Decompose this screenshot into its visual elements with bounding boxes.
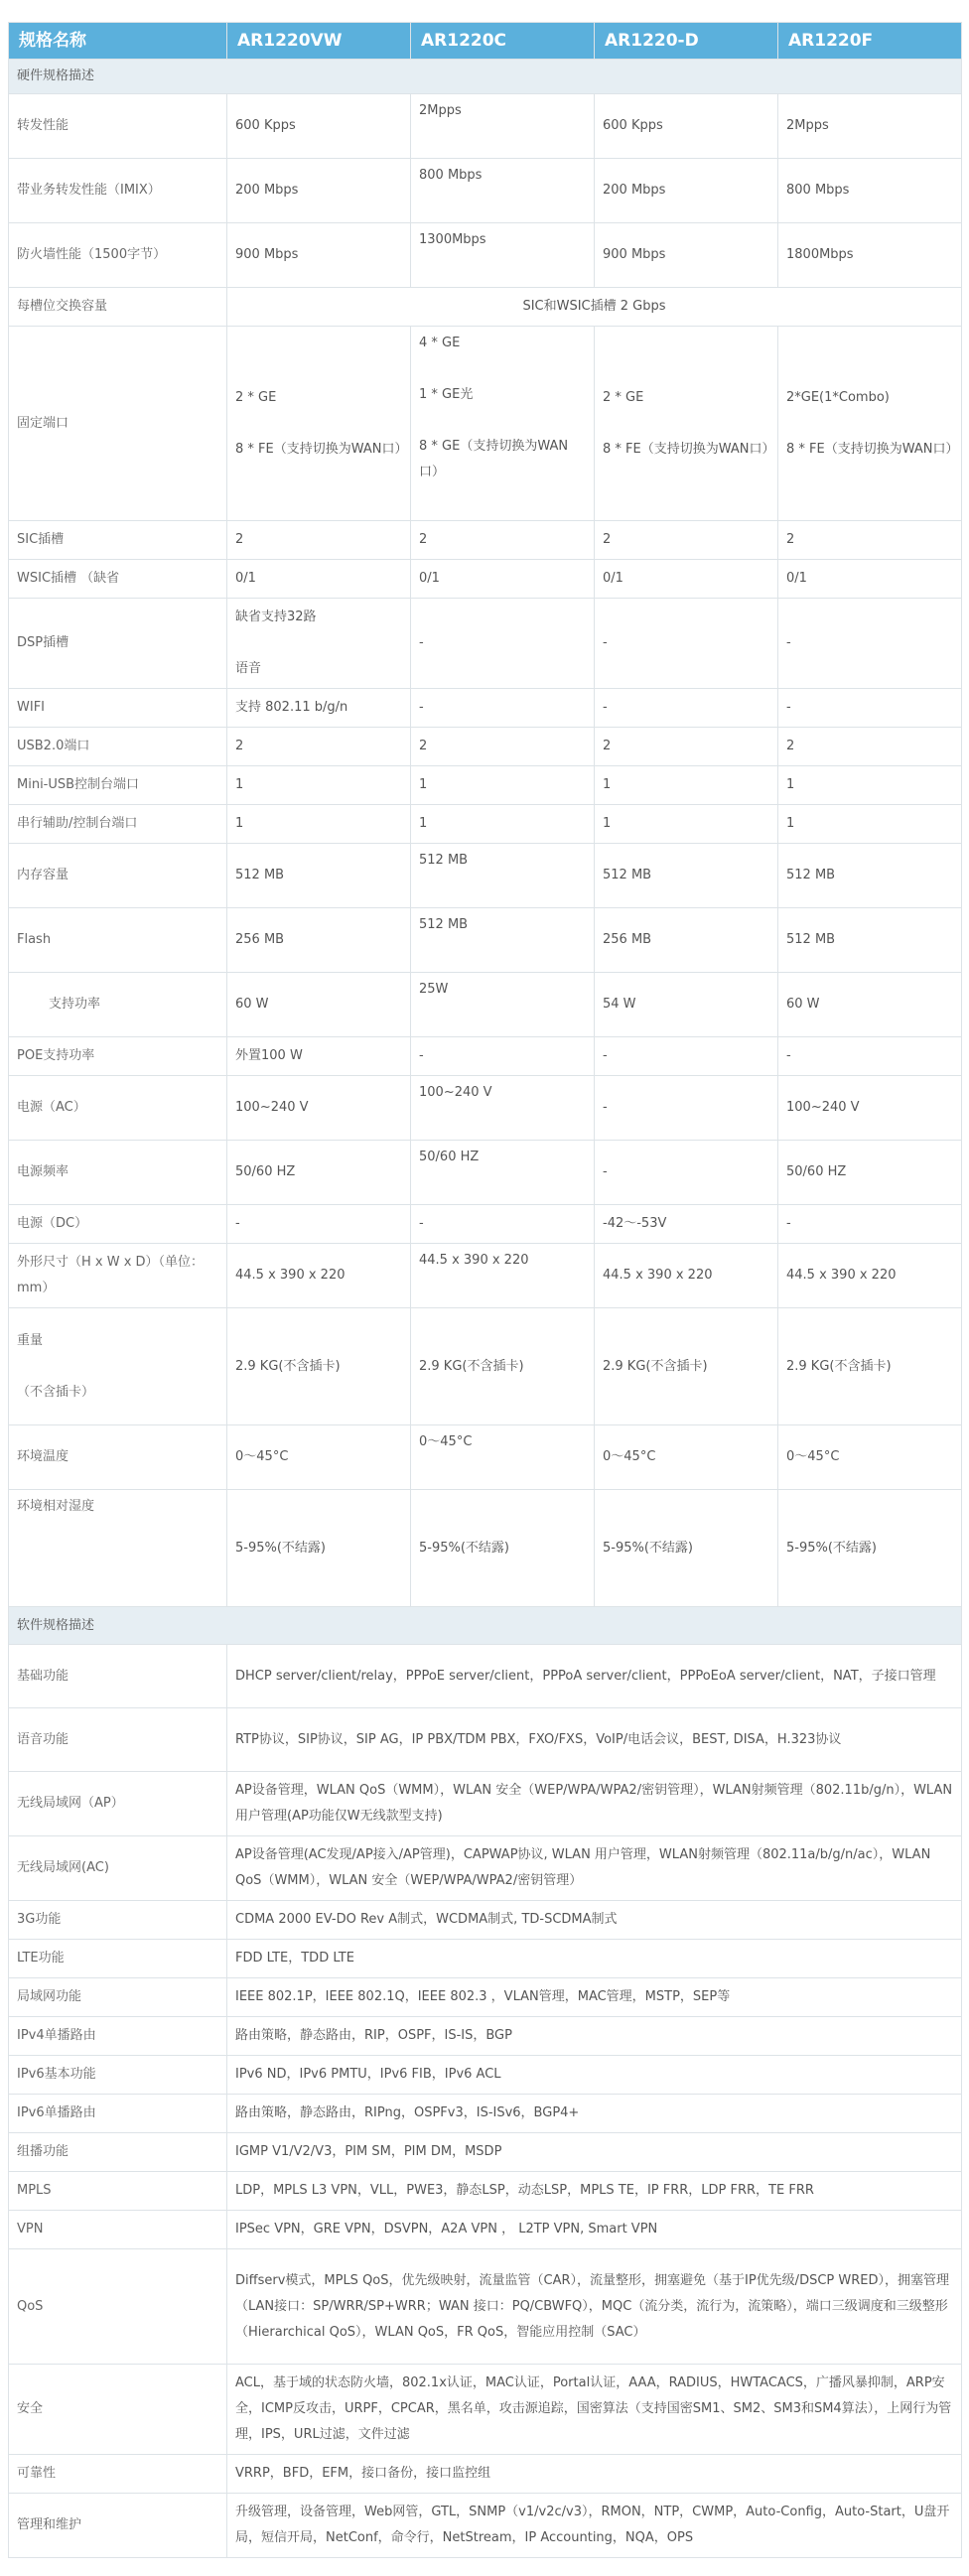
table-row <box>9 1901 962 1940</box>
cell-line: 8 * FE（支持切换为WAN口） <box>786 441 959 457</box>
cell: DHCP server/client/relay，PPPoE server/client，PPPoA server/client，PPPoEoA server/client，NAT，子接口管理 <box>227 1645 962 1708</box>
cell-line: 缺省支持32路 <box>235 610 317 624</box>
header-ar1220-d: AR1220-D <box>595 23 778 60</box>
cell: 2Mpps <box>778 94 962 159</box>
table-row <box>9 1037 962 1076</box>
cell: 2Mpps <box>411 94 595 159</box>
cell: 支持 802.11 b/g/n <box>227 689 411 728</box>
cell: 1 <box>411 805 595 844</box>
row-label: IPv6基本功能 <box>9 2056 227 2095</box>
cell-line: 8 * GE（支持切换为WAN口） <box>419 439 569 479</box>
row-label: 内存容量 <box>9 844 227 908</box>
cell: 5-95%(不结露) <box>227 1490 411 1607</box>
cell: 900 Mbps <box>595 223 778 288</box>
cell: 1 <box>227 805 411 844</box>
table-row <box>9 689 962 728</box>
row-label: IPv4单播路由 <box>9 2017 227 2056</box>
cell: 800 Mbps <box>778 159 962 223</box>
cell: 44.5 x 390 x 220 <box>227 1244 411 1308</box>
table-row <box>9 521 962 560</box>
table-row <box>9 805 962 844</box>
table-row <box>9 1645 962 1708</box>
row-label: QoS <box>9 2249 227 2365</box>
row-label: VPN <box>9 2211 227 2249</box>
cell: - <box>411 599 595 689</box>
cell: 2 <box>227 728 411 766</box>
row-label: Flash <box>9 908 227 973</box>
row-label: 电源频率 <box>9 1141 227 1205</box>
cell: 50/60 HZ <box>411 1141 595 1205</box>
table-row <box>9 599 962 689</box>
cell: - <box>778 1205 962 1244</box>
cell: - <box>411 689 595 728</box>
cell <box>595 327 778 521</box>
cell: 1800Mbps <box>778 223 962 288</box>
cell: 60 W <box>227 973 411 1037</box>
cell: 2.9 KG(不含插卡) <box>411 1308 595 1425</box>
cell: FDD LTE，TDD LTE <box>227 1940 962 1978</box>
cell: 50/60 HZ <box>778 1141 962 1205</box>
cell: 2 <box>778 728 962 766</box>
cell: 0/1 <box>411 560 595 599</box>
cell: - <box>595 1037 778 1076</box>
cell: 1 <box>411 766 595 805</box>
cell: 512 MB <box>227 844 411 908</box>
cell: 2 <box>595 728 778 766</box>
cell: Diffserv模式，MPLS QoS，优先级映射，流量监管（CAR），流量整形，拥塞避免（基于IP优先级/DSCP WRED），拥塞管理（LAN接口：SP/WRR/SP+WRR；WAN 接口：PQ/CBWFQ），MQC（流分类，流行为，流策略），端口三级调度和三级整形（Hierarchical QoS），WLAN QoS，FR QoS，智能应用控制（SAC） <box>227 2249 962 2365</box>
header-spec-name: 规格名称 <box>9 23 227 60</box>
cell: - <box>595 599 778 689</box>
table-row <box>9 728 962 766</box>
cell: 900 Mbps <box>227 223 411 288</box>
table-row <box>9 1425 962 1490</box>
table-row <box>9 2133 962 2172</box>
table-row <box>9 844 962 908</box>
row-label: 无线局域网（AP） <box>9 1772 227 1836</box>
table-row <box>9 766 962 805</box>
cell: 100~240 V <box>411 1076 595 1141</box>
cell: 1 <box>778 805 962 844</box>
row-label: 电源（AC） <box>9 1076 227 1141</box>
cell: 100~240 V <box>227 1076 411 1141</box>
cell: IEEE 802.1P，IEEE 802.1Q，IEEE 802.3 ，VLAN管理，MAC管理，MSTP，SEP等 <box>227 1978 962 2017</box>
cell: 1 <box>778 766 962 805</box>
cell <box>227 599 411 689</box>
cell: 256 MB <box>595 908 778 973</box>
cell: 2.9 KG(不含插卡) <box>227 1308 411 1425</box>
cell-line: 2*GE(1*Combo) <box>786 389 890 405</box>
cell: 路由策略，静态路由，RIPng，OSPFv3，IS-ISv6，BGP4+ <box>227 2095 962 2133</box>
table-row <box>9 1978 962 2017</box>
row-label: LTE功能 <box>9 1940 227 1978</box>
cell <box>411 327 595 521</box>
table-row <box>9 94 962 159</box>
cell-line: 8 * FE（支持切换为WAN口） <box>235 441 408 457</box>
cell: 5-95%(不结露) <box>778 1490 962 1607</box>
row-label: 环境温度 <box>9 1425 227 1490</box>
row-label: 组播功能 <box>9 2133 227 2172</box>
cell: ACL，基于域的状态防火墙，802.1x认证，MAC认证，Portal认证，AAA，RADIUS，HWTACACS，广播风暴抑制，ARP安全，ICMP反攻击，URPF，CPCAR，黑名单，攻击源追踪，国密算法（支持国密SM1、SM2、SM3和SM4算法），上网行为管理，IPS，URL过滤，文件过滤 <box>227 2365 962 2455</box>
table-row <box>9 2056 962 2095</box>
row-label: 可靠性 <box>9 2455 227 2494</box>
row-label: 语音功能 <box>9 1708 227 1772</box>
hw-section-title: 硬件规格描述 <box>9 60 962 94</box>
cell: 0/1 <box>595 560 778 599</box>
cell: -42～-53V <box>595 1205 778 1244</box>
table-row <box>9 288 962 327</box>
row-label: 防火墙性能（1500字节） <box>9 223 227 288</box>
row-label: 转发性能 <box>9 94 227 159</box>
cell: IGMP V1/V2/V3，PIM SM，PIM DM，MSDP <box>227 2133 962 2172</box>
cell: - <box>595 1076 778 1141</box>
row-label: 电源（DC） <box>9 1205 227 1244</box>
cell: 0～45°C <box>227 1425 411 1490</box>
cell: 2 <box>411 728 595 766</box>
cell: 2 <box>411 521 595 560</box>
cell: - <box>595 1141 778 1205</box>
table-row <box>9 2249 962 2365</box>
row-label: 管理和维护 <box>9 2494 227 2558</box>
cell: 2 <box>778 521 962 560</box>
cell: IPSec VPN，GRE VPN，DSVPN，A2A VPN ， L2TP VPN, Smart VPN <box>227 2211 962 2249</box>
table-row <box>9 2211 962 2249</box>
row-label: MPLS <box>9 2172 227 2211</box>
cell: 512 MB <box>595 844 778 908</box>
cell: 路由策略，静态路由，RIP，OSPF，IS-IS，BGP <box>227 2017 962 2056</box>
cell: 44.5 x 390 x 220 <box>595 1244 778 1308</box>
row-label: 支持功率 <box>9 973 227 1037</box>
row-label: 无线局域网(AC) <box>9 1836 227 1901</box>
spec-table-container <box>8 22 961 2558</box>
cell: 100~240 V <box>778 1076 962 1141</box>
cell: 5-95%(不结露) <box>411 1490 595 1607</box>
row-label-line: 重量 <box>17 1332 44 1348</box>
table-row <box>9 2494 962 2558</box>
cell: 600 Kpps <box>595 94 778 159</box>
table-row <box>9 2455 962 2494</box>
row-label: 基础功能 <box>9 1645 227 1708</box>
row-label: USB2.0端口 <box>9 728 227 766</box>
table-header-row <box>9 23 962 60</box>
table-row <box>9 1244 962 1308</box>
cell-line: 8 * FE（支持切换为WAN口） <box>603 441 775 457</box>
cell: 50/60 HZ <box>227 1141 411 1205</box>
cell: 54 W <box>595 973 778 1037</box>
row-label: WIFI <box>9 689 227 728</box>
table-row <box>9 1490 962 1607</box>
cell: 44.5 x 390 x 220 <box>411 1244 595 1308</box>
table-row <box>9 1141 962 1205</box>
cell-line: 2 * GE <box>603 389 644 405</box>
cell: 600 Kpps <box>227 94 411 159</box>
table-row <box>9 159 962 223</box>
table-row <box>9 1940 962 1978</box>
cell: CDMA 2000 EV-DO Rev A制式，WCDMA制式, TD-SCDMA制式 <box>227 1901 962 1940</box>
cell: 25W <box>411 973 595 1037</box>
cell-line: 2 * GE <box>235 389 277 405</box>
cell: 5-95%(不结露) <box>595 1490 778 1607</box>
cell-line: 1 * GE光 <box>419 387 474 402</box>
cell: 0～45°C <box>595 1425 778 1490</box>
cell: 512 MB <box>411 844 595 908</box>
cell: - <box>595 689 778 728</box>
cell: 2 <box>227 521 411 560</box>
table-row <box>9 1308 962 1425</box>
table-row <box>9 1708 962 1772</box>
cell: - <box>778 1037 962 1076</box>
row-label: 局域网功能 <box>9 1978 227 2017</box>
row-label: 带业务转发性能（IMIX） <box>9 159 227 223</box>
cell: 60 W <box>778 973 962 1037</box>
row-label: SIC插槽 <box>9 521 227 560</box>
header-ar1220f: AR1220F <box>778 23 962 60</box>
table-row <box>9 2172 962 2211</box>
cell: 44.5 x 390 x 220 <box>778 1244 962 1308</box>
header-ar1220vw: AR1220VW <box>227 23 411 60</box>
cell: 800 Mbps <box>411 159 595 223</box>
table-row <box>9 973 962 1037</box>
cell: 1 <box>227 766 411 805</box>
table-row <box>9 2017 962 2056</box>
cell: VRRP，BFD，EFM，接口备份，接口监控组 <box>227 2455 962 2494</box>
row-label: 环境相对湿度 <box>9 1490 227 1607</box>
row-label: 固定端口 <box>9 327 227 521</box>
row-label: 串行辅助/控制台端口 <box>9 805 227 844</box>
row-label: 每槽位交换容量 <box>9 288 227 327</box>
row-label: 外形尺寸（H x W x D）（单位：mm） <box>9 1244 227 1308</box>
row-label: DSP插槽 <box>9 599 227 689</box>
spec-table <box>8 22 962 2558</box>
cell: LDP，MPLS L3 VPN，VLL，PWE3，静态LSP，动态LSP，MPLS TE，IP FRR，LDP FRR，TE FRR <box>227 2172 962 2211</box>
sw-section-row <box>9 1607 962 1645</box>
cell: 1 <box>595 805 778 844</box>
cell-line: 4 * GE <box>419 336 461 350</box>
hw-section-row <box>9 60 962 94</box>
cell: AP设备管理，WLAN QoS（WMM），WLAN 安全（WEP/WPA/WPA2/密钥管理），WLAN射频管理（802.11b/g/n），WLAN 用户管理(AP功能仅W无线款型支持) <box>227 1772 962 1836</box>
cell: 512 MB <box>778 844 962 908</box>
row-label <box>9 1308 227 1425</box>
row-label: IPv6单播路由 <box>9 2095 227 2133</box>
cell: 1 <box>595 766 778 805</box>
cell: - <box>778 689 962 728</box>
cell: 512 MB <box>778 908 962 973</box>
row-label: POE支持功率 <box>9 1037 227 1076</box>
cell: 200 Mbps <box>227 159 411 223</box>
table-row <box>9 327 962 521</box>
cell <box>778 327 962 521</box>
cell: - <box>411 1037 595 1076</box>
cell: 0/1 <box>227 560 411 599</box>
table-row <box>9 560 962 599</box>
row-label-line: （不含插卡） <box>17 1384 95 1400</box>
cell: 升级管理，设备管理，Web网管，GTL，SNMP（v1/v2c/v3），RMON，NTP，CWMP，Auto-Config，Auto-Start，U盘开局，短信开局，NetConf，命令行，NetStream，IP Accounting，NQA，OPS <box>227 2494 962 2558</box>
table-row <box>9 1076 962 1141</box>
table-row <box>9 2365 962 2455</box>
cell: SIC和WSIC插槽 2 Gbps <box>227 288 962 327</box>
cell: 256 MB <box>227 908 411 973</box>
row-label: 3G功能 <box>9 1901 227 1940</box>
row-label: Mini-USB控制台端口 <box>9 766 227 805</box>
cell: 2.9 KG(不含插卡) <box>595 1308 778 1425</box>
table-row <box>9 908 962 973</box>
row-label: 安全 <box>9 2365 227 2455</box>
cell: - <box>778 599 962 689</box>
cell: RTP协议，SIP协议，SIP AG，IP PBX/TDM PBX，FXO/FXS，VoIP/电话会议，BEST, DISA，H.323协议 <box>227 1708 962 1772</box>
cell: 2 <box>595 521 778 560</box>
cell: 0～45°C <box>778 1425 962 1490</box>
cell: 2.9 KG(不含插卡) <box>778 1308 962 1425</box>
cell-line: 语音 <box>235 661 262 676</box>
table-row <box>9 1205 962 1244</box>
cell: - <box>227 1205 411 1244</box>
cell: - <box>411 1205 595 1244</box>
cell: 512 MB <box>411 908 595 973</box>
sw-section-title: 软件规格描述 <box>9 1607 962 1645</box>
table-row <box>9 1836 962 1901</box>
cell: 0/1 <box>778 560 962 599</box>
cell: 1300Mbps <box>411 223 595 288</box>
table-row <box>9 223 962 288</box>
cell <box>227 327 411 521</box>
header-ar1220c: AR1220C <box>411 23 595 60</box>
cell: AP设备管理(AC发现/AP接入/AP管理)，CAPWAP协议, WLAN 用户管理，WLAN射频管理（802.11a/b/g/n/ac），WLAN QoS（WMM），WLAN 安全（WEP/WPA/WPA2/密钥管理） <box>227 1836 962 1901</box>
table-row <box>9 1772 962 1836</box>
cell: 外置100 W <box>227 1037 411 1076</box>
row-label: WSIC插槽 （缺省 <box>9 560 227 599</box>
table-row <box>9 2095 962 2133</box>
cell: 0～45°C <box>411 1425 595 1490</box>
cell: IPv6 ND，IPv6 PMTU，IPv6 FIB，IPv6 ACL <box>227 2056 962 2095</box>
cell: 200 Mbps <box>595 159 778 223</box>
